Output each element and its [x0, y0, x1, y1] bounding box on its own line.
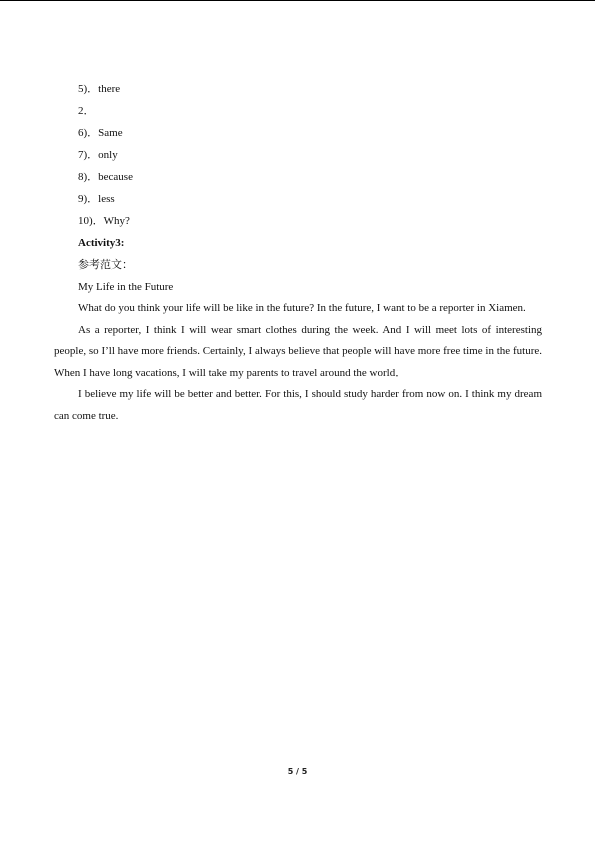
answer-7: 7)．only — [78, 149, 118, 161]
essay-paragraph-1: What do you think your life will be like in the future? In the future, I want to be a reporter in Xiamen. — [78, 302, 526, 314]
reference-essay-label: 参考范文： — [78, 259, 133, 271]
answer-10: 10)．Why? — [78, 215, 130, 227]
page-number: 5 / 5 — [287, 767, 308, 776]
answer-6: 6)．Same — [78, 127, 123, 139]
page-content — [54, 78, 542, 427]
essay-paragraph-2: As a reporter, I think I will wear smart clothes during the week. And I will meet lots of interesting people, so I’ll have more friends. Certainly, I always believe that people will have more free time in the future. When I have long vacations, I will take my parents to travel around the world． — [54, 323, 542, 379]
activity-heading: Activity3: — [78, 237, 125, 249]
section-2-label: 2． — [78, 105, 95, 117]
answer-5: 5)．there — [78, 83, 121, 95]
answer-9: 9)．less — [78, 193, 115, 205]
top-border-line — [0, 0, 595, 1]
answer-8: 8)．because — [78, 171, 133, 183]
essay-paragraph-3: I believe my life will be better and better. For this, I should study harder from now on. I think my dream can come true. — [54, 388, 542, 422]
essay-title: My Life in the Future — [78, 281, 174, 293]
